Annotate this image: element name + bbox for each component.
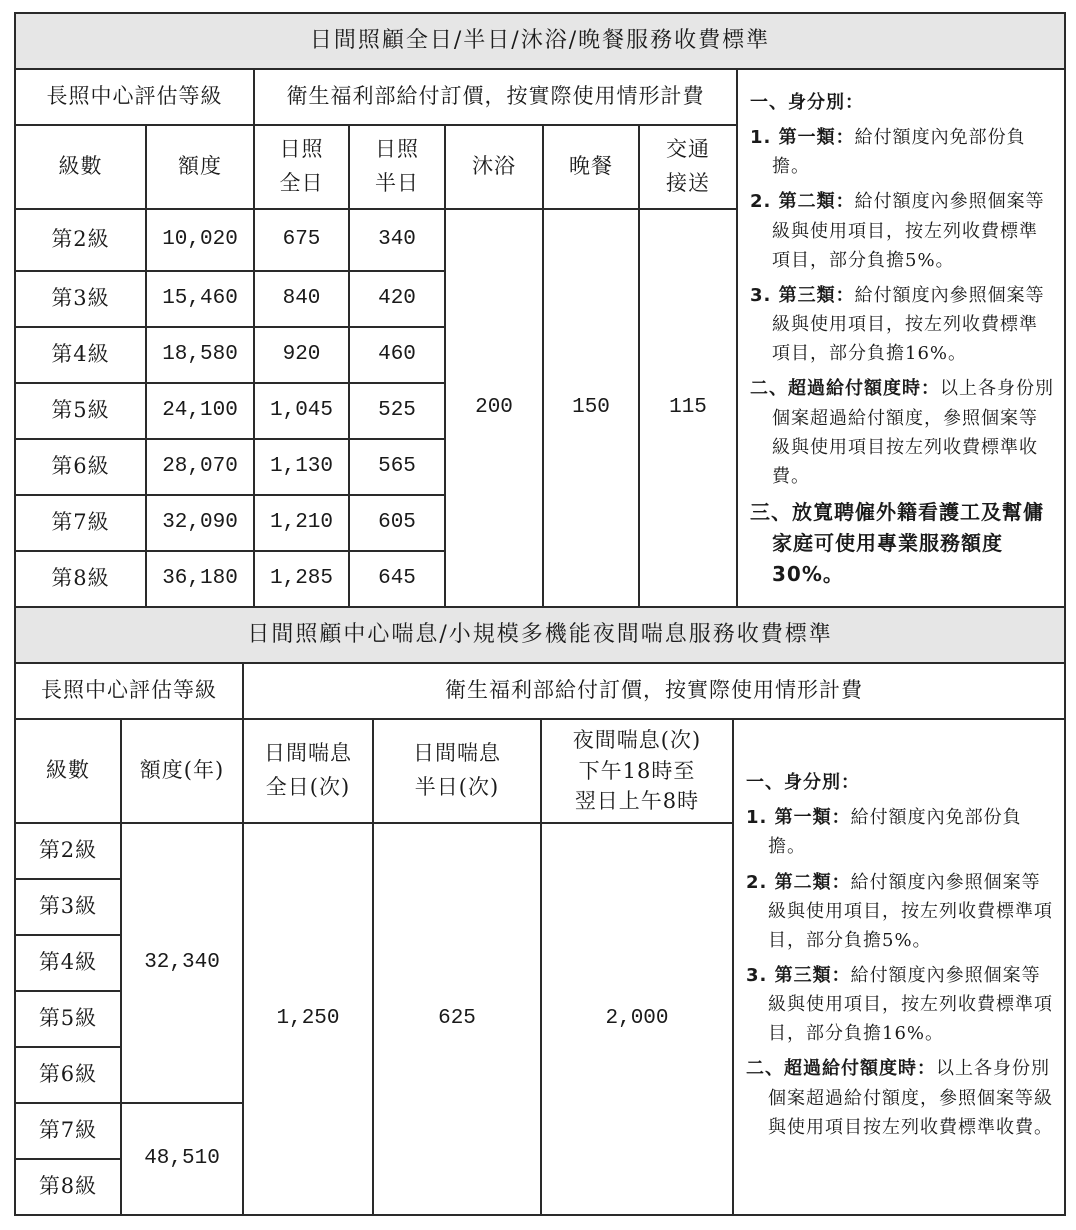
day-respite-full-price: 1,250 [243,823,373,1215]
level-cell: 第3級 [15,879,121,935]
daycare-table-title: 日間照顧全日/半日/沐浴/晚餐服務收費標準 [15,13,1065,69]
level-cell: 第7級 [15,495,146,551]
col-header-level: 級數 [15,125,146,209]
fullday-cell: 1,285 [254,551,349,607]
respite-table-title: 日間照顧中心喘息/小規模多機能夜間喘息服務收費標準 [15,607,1065,663]
fullday-cell: 840 [254,271,349,327]
note-identity-heading: 一、身分別： [750,92,864,113]
halfday-cell: 525 [349,383,445,439]
quota-cell: 36,180 [146,551,254,607]
col-header-quota: 額度 [146,125,254,209]
respite-fee-table [14,606,1066,1216]
bath-price-cell: 200 [445,209,543,607]
level-cell: 第6級 [15,439,146,495]
quota-cell: 32,090 [146,495,254,551]
level-cell: 第4級 [15,935,121,991]
level-cell: 第5級 [15,991,121,1047]
pricing-group-header: 衛生福利部給付訂價，按實際使用情形計費 [254,69,737,125]
quota-cell: 24,100 [146,383,254,439]
transport-price-cell: 115 [639,209,737,607]
fullday-cell: 1,130 [254,439,349,495]
level-cell: 第2級 [15,209,146,271]
level-cell: 第2級 [15,823,121,879]
level-cell: 第6級 [15,1047,121,1103]
col-header-day-respite-full: 日間喘息 全日(次) [243,719,373,823]
col-header-bath: 沐浴 [445,125,543,209]
note-over-quota: 二、超過給付額度時：以上各身份別個案超過給付額度，參照個案等級與使用項目按左列收費標準收費。 [746,1058,1053,1138]
note-category-3: 3. 第三類：給付額度內參照個案等級與使用項目，按左列收費標準項目，部分負擔16%。 [750,284,1045,365]
fullday-cell: 920 [254,327,349,383]
note-over-quota: 二、超過給付額度時：以上各身份別個案超過給付額度，參照個案等級與使用項目按左列收費標準收費。 [750,378,1054,487]
fee-document [14,12,1064,1216]
dinner-price-cell: 150 [543,209,639,607]
level-cell: 第7級 [15,1103,121,1159]
halfday-cell: 645 [349,551,445,607]
note-identity-heading: 一、身分別： [746,772,860,794]
fullday-cell: 675 [254,209,349,271]
quota-cell: 28,070 [146,439,254,495]
daycare-notes [737,69,1065,607]
quota-cell: 18,580 [146,327,254,383]
quota-cell: 15,460 [146,271,254,327]
annual-quota-cell: 32,340 [121,823,243,1103]
note-category-1: 1. 第一類：給付額度內免部份負擔。 [746,807,1022,858]
level-cell: 第8級 [15,551,146,607]
note-foreign-caregiver: 三、放寬聘僱外籍看護工及幫傭家庭可使用專業服務額度30%。 [750,500,1044,587]
note-category-3: 3. 第三類：給付額度內參照個案等級與使用項目，按左列收費標準項目，部分負擔16%。 [746,964,1053,1045]
col-header-day-respite-half: 日間喘息 半日(次) [373,719,541,823]
fullday-cell: 1,210 [254,495,349,551]
quota-cell: 10,020 [146,209,254,271]
respite-notes [733,719,1065,1215]
col-header-halfday: 日照 半日 [349,125,445,209]
col-header-fullday: 日照 全日 [254,125,349,209]
note-category-2: 2. 第二類：給付額度內參照個案等級與使用項目，按左列收費標準項目，部分負擔5%。 [750,191,1045,271]
level-cell: 第3級 [15,271,146,327]
halfday-cell: 565 [349,439,445,495]
fullday-cell: 1,045 [254,383,349,439]
pricing-group-header: 衛生福利部給付訂價，按實際使用情形計費 [243,663,1065,719]
halfday-cell: 420 [349,271,445,327]
level-cell: 第5級 [15,383,146,439]
col-header-annual-quota: 額度(年) [121,719,243,823]
note-category-2: 2. 第二類：給付額度內參照個案等級與使用項目，按左列收費標準項目，部分負擔5%。 [746,871,1053,951]
col-header-night-respite: 夜間喘息(次) 下午18時至 翌日上午8時 [541,719,733,823]
night-respite-price: 2,000 [541,823,733,1215]
annual-quota-cell: 48,510 [121,1103,243,1215]
level-cell: 第4級 [15,327,146,383]
day-respite-half-price: 625 [373,823,541,1215]
halfday-cell: 340 [349,209,445,271]
note-category-1: 1. 第一類：給付額度內免部份負擔。 [750,127,1026,178]
col-header-level: 級數 [15,719,121,823]
daycare-fee-table [14,12,1066,608]
level-cell: 第8級 [15,1159,121,1215]
col-header-transport: 交通 接送 [639,125,737,209]
col-header-dinner: 晚餐 [543,125,639,209]
halfday-cell: 460 [349,327,445,383]
halfday-cell: 605 [349,495,445,551]
assessment-level-group-header: 長照中心評估等級 [15,69,254,125]
assessment-level-group-header: 長照中心評估等級 [15,663,243,719]
